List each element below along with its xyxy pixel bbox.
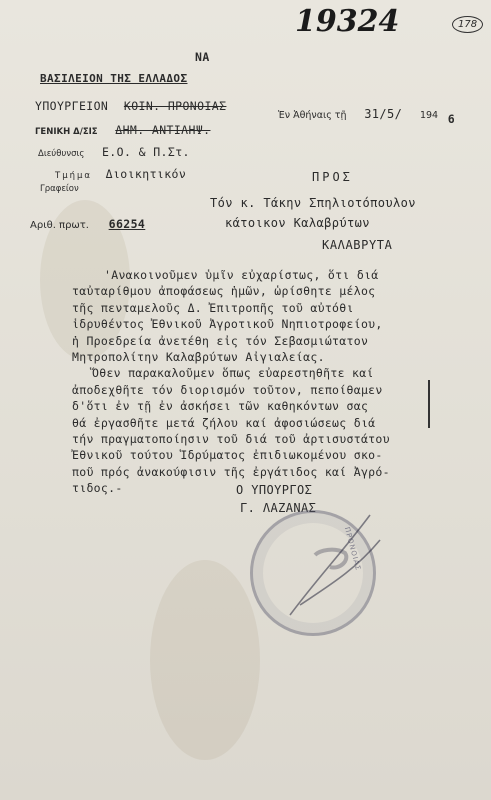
directorate-row [38, 141, 190, 160]
directorate-label: Διεύθυνσις [38, 149, 85, 159]
recipient-city: ΚΑΛΑΒΡΥΤΑ [322, 238, 393, 252]
pros-heading: ΠΡΟΣ [312, 170, 353, 184]
directorate-value: Ε.Ο. & Π.Στ. [101, 145, 190, 159]
body-line: τῆς πενταμελοῦς Δ. Ἐπιτροπῆς τοῦ αὐτόθι [72, 300, 354, 315]
protocol-label: Αριθ. πρωτ. [30, 220, 89, 231]
place-date-prefix: Ἐν Ἀθήναις τῇ [278, 110, 347, 121]
handwritten-archive-number: 19324 [295, 4, 400, 39]
body-line: ἱδρυθέντος Ἐθνικοῦ Ἀγροτικοῦ Νηπιοτροφείου, [72, 317, 383, 332]
circled-page-number [452, 12, 483, 31]
na-mark: ΝΑ [195, 50, 210, 64]
section-label: Τμήμα [55, 171, 92, 181]
protocol-number: 66254 [108, 217, 146, 231]
body-line: Ἐθνικοῦ τούτου Ἱδρύματος ἐπιδιωκομένου σκο- [72, 448, 383, 463]
circled-number: 178 [452, 16, 483, 33]
ministry-row [35, 95, 226, 114]
place-date [278, 103, 456, 126]
protocol-row [30, 213, 145, 232]
office-label: Γραφείον [40, 184, 79, 194]
general-directorate-value: ΔΗΜ. ΑΝΤΙΛΗΨ. [115, 123, 211, 137]
body-line: τιδος.- [72, 481, 123, 496]
margin-mark [428, 380, 430, 428]
body-line: δ'ὅτι ἐν τῇ ἐν ἀσκήσει τῶν καθηκόντων σας [72, 399, 369, 414]
letter-body [72, 267, 390, 497]
ministry-value: ΚΟΙΝ. ΠΡΟΝΟΙΑΣ [123, 99, 227, 113]
signature-scribble [260, 495, 400, 635]
body-line: ποῦ πρός ἀνακούφισιν τῆς ἐργάτιδος καί Ἀγρό- [72, 464, 390, 479]
paper-stain [150, 560, 260, 760]
body-line: θά ἐργασθῆτε μετά ζήλου καί ἀφοσιώσεως διά [72, 415, 376, 430]
recipient-residence: κάτοικον Καλαβρύτων [225, 216, 370, 230]
year-digit: 6 [447, 112, 456, 126]
body-line: Μητροπολίτην Καλαβρύτων Αἰγιαλείας. [72, 350, 325, 365]
date-value: 31/5/ [364, 107, 403, 121]
signature-title: Ο ΥΠΟΥΡΓΟΣ [236, 483, 313, 497]
section-value: Διοικητικόν [105, 167, 187, 181]
signature-name: Γ. ΛΑΖΑΝΑΣ [240, 501, 317, 515]
body-line: ἡ Προεδρεία ἀνετέθη εἰς τόν Σεβασμιώτατον [72, 333, 369, 348]
body-line: ἀποδεχθῆτε τόν διορισμόν τοῦτον, πεποίθαμεν [72, 382, 383, 397]
body-line: ταὐταρίθμου ἀποφάσεως ἡμῶν, ὡρίσθητε μέλος [72, 284, 376, 299]
body-line: τήν πραγματοποίησιν τοῦ διά τοῦ ἀρτισυστάτου [72, 432, 390, 447]
body-line: 'Ανακοινοῦμεν ὑμῖν εὐχαρίστως, ὅτι διά [104, 268, 379, 282]
body-line: Ὅθεν παρακαλοῦμεν ὅπως εὐαρεστηθῆτε καί [92, 366, 374, 381]
kingdom-heading: ΒΑΣΙΛΕΙΟΝ ΤΗΣ ΕΛΛΑΔΟΣ [40, 72, 188, 85]
general-directorate-row [35, 119, 210, 138]
seal-text: ΠΡΟΝΟΙΑΣ [342, 526, 363, 572]
section-row [55, 163, 186, 182]
recipient-name: Τόν κ. Τάκην Σπηλιοτόπουλον [210, 196, 416, 210]
general-directorate-label: ΓΕΝΙΚΗ Δ/ΣΙΣ [35, 127, 98, 137]
year-value: 194 [419, 110, 439, 121]
ministry-label: ΥΠΟΥΡΓΕΙΟΝ [35, 99, 109, 113]
